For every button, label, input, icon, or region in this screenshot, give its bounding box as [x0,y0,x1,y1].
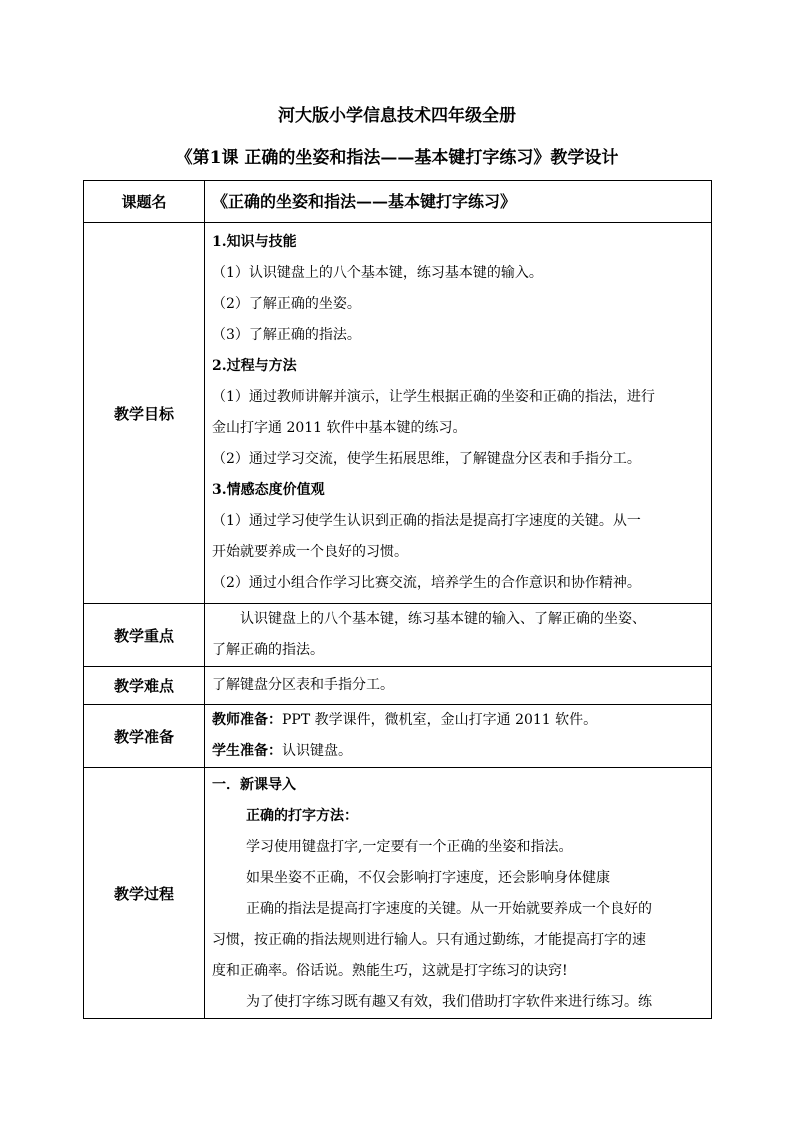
difficulties-text: 了解键盘分区表和手指分工。 [212,677,394,693]
student-preparation-value: 认识键盘。 [282,743,352,759]
objective-item: （2）通过学习交流，使学生拓展思维，了解键盘分区表和手指分工。 [212,451,641,467]
objectives-label: 教学目标 [84,223,205,604]
table-row-preparation [84,705,712,768]
difficulties-label: 教学难点 [84,667,205,705]
key-points-text: 认识键盘上的八个基本键，练习基本键的输入、了解正确的坐姿、 [240,611,646,627]
lesson-plan-table [83,180,712,1019]
table-row-key-points [84,604,712,667]
process-paragraph: 正确的指法是提高打字速度的关键。从一开始就要养成一个良好的 [246,901,652,917]
objective-item: 开始就要养成一个良好的习惯。 [212,544,408,560]
document-title: 河大版小学信息技术四年级全册 [278,106,516,126]
process-label: 教学过程 [84,768,205,1019]
topic-label: 课题名 [84,181,205,223]
objective-item: （3）了解正确的指法。 [212,327,361,343]
process-section-heading: 一．新课导入 [212,777,296,793]
objective-item: （1）通过教师讲解并演示，让学生根据正确的坐姿和正确的指法，进行 [212,389,655,405]
process-paragraph: 为了使打字练习既有趣又有效，我们借助打字软件来进行练习。练 [246,994,652,1010]
table-row-objectives [84,223,712,604]
objective-item: （1）通过学习使学生认识到正确的指法是提高打字速度的关键。从一 [212,513,641,529]
process-paragraph: 如果坐姿不正确，不仅会影响打字速度，还会影响身体健康 [246,870,610,886]
document-subtitle: 《第1课 正确的坐姿和指法——基本键打字练习》教学设计 [175,148,619,168]
key-points-label: 教学重点 [84,604,205,667]
student-preparation [212,736,705,767]
preparation-label: 教学准备 [84,705,205,768]
table-row-process [84,768,712,1019]
key-points-text: 了解正确的指法。 [212,642,324,658]
objective-item: （2）通过小组合作学习比赛交流，培养学生的合作意识和协作精神。 [212,575,641,591]
objective-item: （2）了解正确的坐姿。 [212,296,361,312]
teacher-preparation-value: PPT 教学课件，微机室，金山打字通 2011 软件。 [282,712,598,728]
process-paragraph: 学习使用键盘打字,一定要有一个正确的坐姿和指法。 [246,839,573,855]
teacher-preparation-label: 教师准备： [212,712,282,728]
objective-item: 金山打字通 2011 软件中基本键的练习。 [212,420,467,436]
objective-item: （1）认识键盘上的八个基本键，练习基本键的输入。 [212,265,543,281]
student-preparation-label: 学生准备： [212,743,282,759]
process-paragraph: 习惯，按正确的指法规则进行输人。只有通过勤练，才能提高打字的速 [212,932,646,948]
objectives-heading-knowledge: 1.知识与技能 [212,234,297,250]
objectives-heading-process: 2.过程与方法 [212,358,297,374]
topic-value: 《正确的坐姿和指法——基本键打字练习》 [212,191,517,211]
table-row-difficulties [84,667,712,705]
objectives-heading-attitude: 3.情感态度价值观 [212,482,325,498]
table-row-topic [84,181,712,223]
process-subheading: 正确的打字方法： [246,808,358,824]
teacher-preparation [212,705,705,736]
process-paragraph: 度和正确率。俗话说。熟能生巧，这就是打字练习的诀窍! [212,963,568,979]
